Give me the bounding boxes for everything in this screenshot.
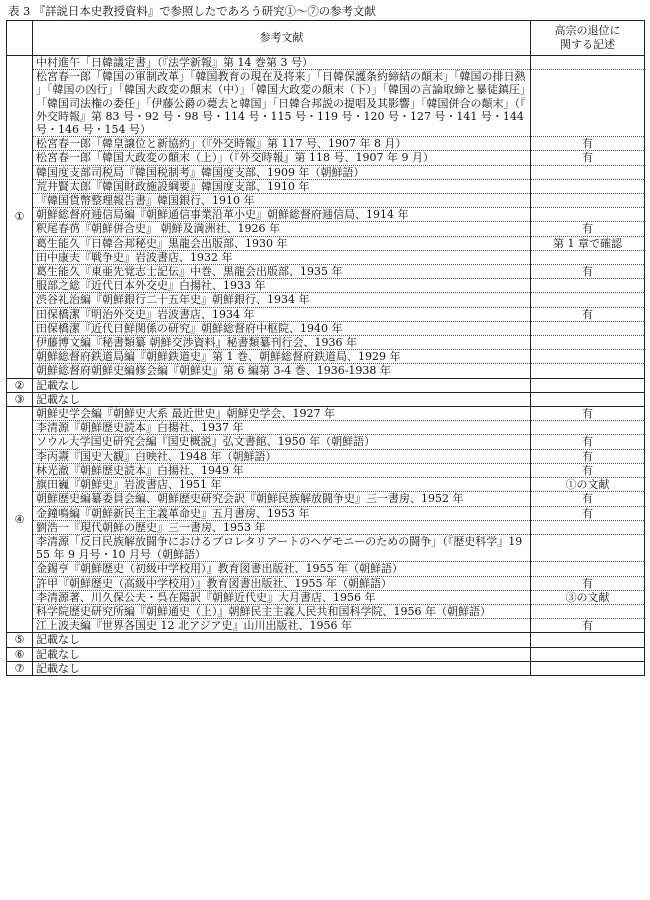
table-row [7,520,645,534]
reference-cell: 科学院歴史研究所編『朝鮮通史（上）』朝鮮民主主義人民共和国科学院、1956 年（朝鮮語） [33,604,531,618]
reference-cell: 金鐘鳴編『朝鮮新民主主義革命史』五月書房、1953 年 [33,506,531,520]
table-row [7,293,645,307]
table-row [7,70,645,137]
study-group-label: ⑤ [7,633,33,647]
abdication-note-cell [531,633,645,647]
table-row [7,194,645,208]
header-note-line1: 高宗の退位に [554,24,621,37]
reference-cell: 林光澈『朝鮮歴史読本』白揚社、1949 年 [33,463,531,477]
reference-cell: 記載なし [33,647,531,661]
abdication-note-cell: 有 [531,506,645,520]
table-row [7,435,645,449]
abdication-note-cell: 有 [531,407,645,421]
reference-cell: 服部之総『近代日本外交史』白揚社、1933 年 [33,279,531,293]
reference-cell: 李清源著、川久保公夫・呉在陽訳『朝鮮近代史』大月書店、1956 年 [33,590,531,604]
table-row [7,279,645,293]
table-row [7,421,645,435]
table-row [7,392,645,406]
reference-cell: 葛生能久『日韓合邦秘史』黒龍会出版部、1930 年 [33,236,531,250]
abdication-note-cell: 有 [531,449,645,463]
abdication-note-cell: 有 [531,151,645,165]
reference-cell: 朝鮮史学会編『朝鮮史大系 最近世史』朝鮮史学会、1927 年 [33,407,531,421]
header-row [7,21,645,56]
abdication-note-cell [531,293,645,307]
table-caption: 表 3 『詳説日本史教授資料』で参照したであろう研究①〜⑦の参考文献 [8,4,376,18]
study-group-label: ⑥ [7,647,33,661]
abdication-note-cell: 有 [531,222,645,236]
reference-cell: 李丙燾『国史大観』白映社、1948 年（朝鮮語） [33,449,531,463]
abdication-note-cell: 有 [531,463,645,477]
abdication-note-cell [531,250,645,264]
table-row [7,449,645,463]
table-row [7,222,645,236]
abdication-note-cell [531,520,645,534]
abdication-note-cell: 有 [531,619,645,633]
table-row [7,179,645,193]
table-row [7,562,645,576]
reference-cell: 『韓国貨幣整理報告書』韓国銀行、1910 年 [33,194,531,208]
abdication-note-cell [531,350,645,364]
reference-cell: 朝鮮総督府逓信局編『朝鮮通信事業沿革小史』朝鮮総督府逓信局、1914 年 [33,208,531,222]
table-row [7,307,645,321]
table-row [7,463,645,477]
table-row [7,321,645,335]
study-group-label: ① [7,56,33,379]
abdication-note-cell [531,647,645,661]
reference-cell: 田中康夫『戦争史』岩波書店、1932 年 [33,250,531,264]
table-body [7,56,645,676]
reference-cell: 松宮春一郎「韓国大政変の顛末（上）」（『外交時報』第 118 号、1907 年 9 月） [33,151,531,165]
abdication-note-cell: 有 [531,492,645,506]
reference-cell: 釈尾春芿『朝鮮併合史』 朝鮮及満洲社、1926 年 [33,222,531,236]
abdication-note-cell [531,279,645,293]
study-group-label: ④ [7,407,33,633]
table-row [7,350,645,364]
reference-cell: 劉浩一『現代朝鮮の歴史』三一書房、1953 年 [33,520,531,534]
abdication-note-cell [531,70,645,137]
table-row [7,506,645,520]
abdication-note-cell [531,421,645,435]
references-table [6,20,645,676]
abdication-note-cell: 有 [531,265,645,279]
reference-cell: 朝鮮総督府朝鮮史編修会編『朝鮮史』第 6 編第 3-4 巻、1936-1938 年 [33,364,531,378]
abdication-note-cell [531,661,645,675]
reference-cell: 李清源「反日民族解放闘争におけるプロレタリアートのヘゲモニーのための闘争」（『歴史科学』1955 年 9 月号・10 月号（朝鮮語） [33,534,531,561]
table-row [7,56,645,70]
table-row [7,633,645,647]
table-row [7,236,645,250]
header-abdication-note [531,21,645,56]
abdication-note-cell: 有 [531,137,645,151]
abdication-note-cell [531,378,645,392]
reference-cell: 中村進午「日韓議定書」（『法学新報』第 14 巻第 3 号） [33,56,531,70]
reference-cell: 旗田巍『朝鮮史』岩波書店、1951 年 [33,478,531,492]
abdication-note-cell [531,208,645,222]
reference-cell: 韓国度支部司税局『韓国税制考』韓国度支部、1909 年（朝鮮語） [33,165,531,179]
reference-cell: 朝鮮歴史編纂委員会編、朝鮮歴史研究会訳『朝鮮民族解放闘争史』三一書房、1952 年 [33,492,531,506]
study-group-label: ⑦ [7,661,33,675]
reference-cell: 許甲『朝鮮歴史（高級中学校用）』教育図書出版社、1955 年（朝鮮語） [33,576,531,590]
abdication-note-cell [531,179,645,193]
abdication-note-cell [531,165,645,179]
study-group-label: ③ [7,392,33,406]
reference-cell: ソウル大学国史研究会編『国史概説』弘文書館、1950 年（朝鮮語） [33,435,531,449]
table-row [7,647,645,661]
reference-cell: 渋谷礼治編『朝鮮銀行二十五年史』朝鮮銀行、1934 年 [33,293,531,307]
reference-cell: 荒井賢太郎『韓国財政施設綱要』韓国度支部、1910 年 [33,179,531,193]
header-blank-cell [7,21,33,56]
reference-cell: 李清源『朝鮮歴史読本』白揚社、1937 年 [33,421,531,435]
table-row [7,336,645,350]
table-row [7,364,645,378]
abdication-note-cell: 有 [531,435,645,449]
abdication-note-cell [531,56,645,70]
abdication-note-cell [531,321,645,335]
abdication-note-cell [531,336,645,350]
reference-cell: 朝鮮総督府鉄道局編『朝鮮鉄道史』第 1 巻、朝鮮総督府鉄道局、1929 年 [33,350,531,364]
reference-cell: 記載なし [33,633,531,647]
abdication-note-cell [531,604,645,618]
table-row [7,619,645,633]
table-row [7,478,645,492]
header-references: 参考文献 [33,21,531,56]
reference-cell: 田保橋潔『近代日鮮関係の研究』朝鮮総督府中枢院、1940 年 [33,321,531,335]
abdication-note-cell: 有 [531,576,645,590]
header-note-line2: 関する記述 [560,38,615,51]
abdication-note-cell [531,364,645,378]
table-row [7,250,645,264]
abdication-note-cell: 有 [531,307,645,321]
reference-cell: 伊藤博文編『秘書類纂 朝鮮交渉資料』秘書類纂刊行会、1936 年 [33,336,531,350]
table-row [7,137,645,151]
table-row [7,151,645,165]
abdication-note-cell: 第 1 章で確認 [531,236,645,250]
reference-cell: 記載なし [33,378,531,392]
table-row [7,604,645,618]
table-row [7,492,645,506]
table-row [7,576,645,590]
reference-cell: 記載なし [33,392,531,406]
table-row [7,534,645,561]
reference-cell: 田保橋潔『明治外交史』岩波書店、1934 年 [33,307,531,321]
table-row [7,590,645,604]
reference-cell: 葛生能久『東亜先覚志士記伝』中巻、黒龍会出版部、1935 年 [33,265,531,279]
abdication-note-cell: ①の文献 [531,478,645,492]
abdication-note-cell [531,194,645,208]
reference-cell: 江上波夫編『世界各国史 12 北アジア史』山川出版社、1956 年 [33,619,531,633]
table-row [7,661,645,675]
abdication-note-cell [531,534,645,561]
abdication-note-cell [531,562,645,576]
table-row [7,265,645,279]
abdication-note-cell [531,392,645,406]
table-row [7,165,645,179]
reference-cell: 記載なし [33,661,531,675]
reference-cell: 松宮春一郎「韓皇譲位と新協約」（『外交時報』第 117 号、1907 年 8 月） [33,137,531,151]
reference-cell: 松宮春一郎「韓国の軍制改革」「韓国教育の現在及将来」「日韓保護条約締結の顛末」「韓国の排日熱」「韓国の凶行」「韓国大政変の顛末（中）」「韓国大政変の顛末（下）」「韓国の言論取締と暴徒鎮圧」「韓国司法権の委任」「伊藤公爵の薨去と韓国」「日韓合邦説の提唱及其影響」「韓国併合の顛末」（『外交時報』第 83 号・92 号・98 号・114 号・115 号・119 号・120 号・127 号・141 号・144 号・146 号・154 号） [33,70,531,137]
table-row [7,378,645,392]
table-row [7,208,645,222]
reference-cell: 金錫亨『朝鮮歴史（初級中学校用）』教育図書出版社、1955 年（朝鮮語） [33,562,531,576]
abdication-note-cell: ③の文献 [531,590,645,604]
study-group-label: ② [7,378,33,392]
table-row [7,407,645,421]
